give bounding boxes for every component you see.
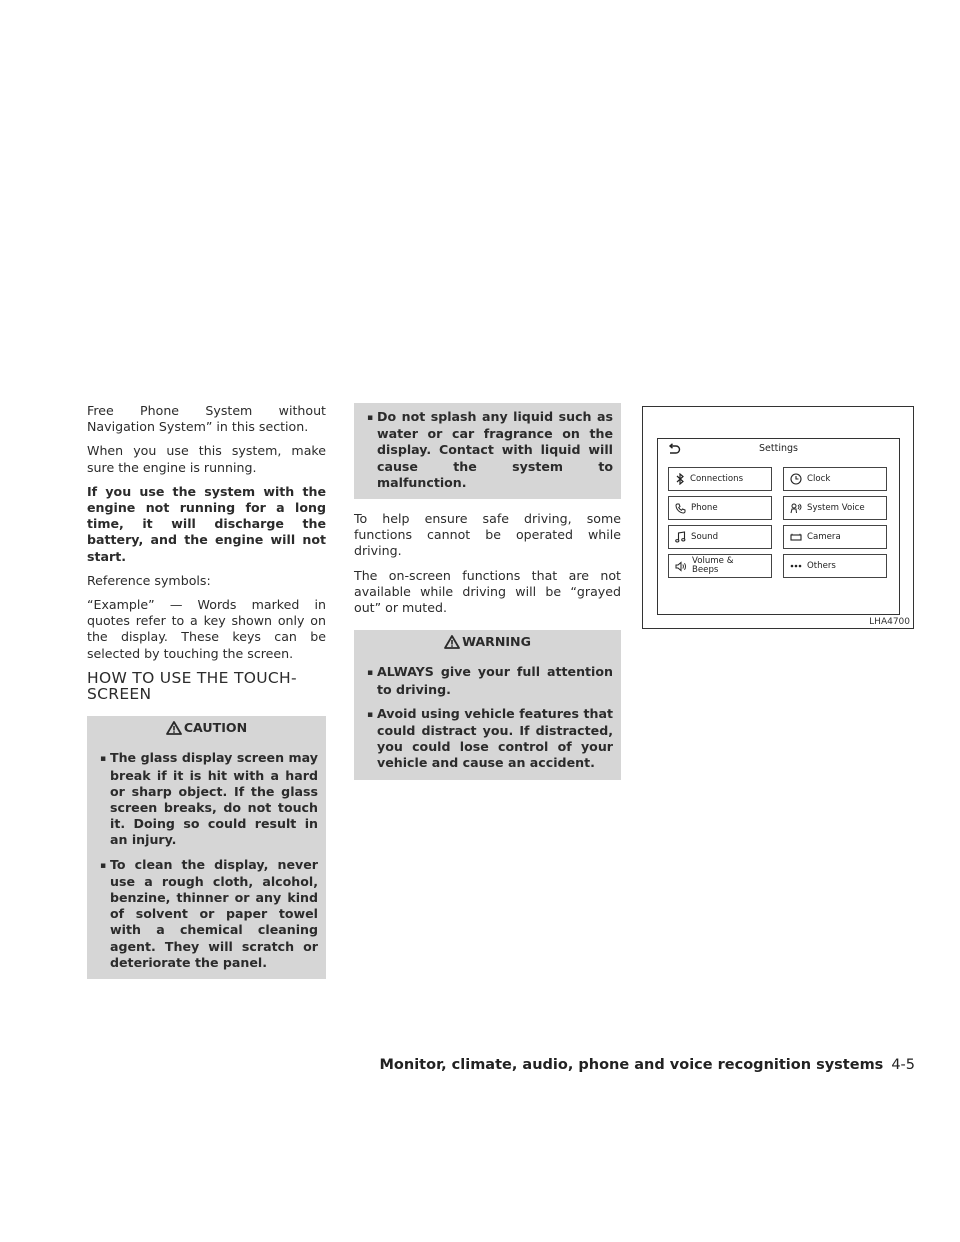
caution-list [95,750,318,971]
page-number: 4-5 [891,1057,915,1073]
sound-button[interactable] [668,525,772,549]
system-voice-button[interactable] [783,496,887,520]
screen-header [658,439,899,461]
system-voice-label: System Voice [807,502,865,513]
settings-screen [657,438,900,615]
paragraph-safe-driving: To help ensure safe driving, some functions cannot be operated while driving. [354,511,621,559]
music-note-icon [675,531,686,543]
caution-box [87,716,326,979]
volume-line2: Beeps [692,565,719,575]
clock-label: Clock [807,473,831,484]
camera-button[interactable] [783,525,887,549]
others-label: Others [807,560,836,571]
paragraph-continuation: Free Phone System without Navigation System” in this section. [87,403,326,435]
caution-item: ▪ To clean the display, never use a rough cloth, alcohol, benzine, thinner or any kind of solvent or paper towel with a chemical cleaning agent. They will scratch or deteriorate the panel. [95,857,318,971]
caution-continued-box [354,403,621,499]
caution-title [95,720,318,736]
warning-title-text: WARNING [462,634,531,650]
connections-button[interactable] [668,467,772,491]
speaker-icon [675,561,687,572]
warning-title [362,634,613,650]
warning-triangle-icon [444,635,460,649]
connections-label: Connections [690,473,744,484]
bluetooth-icon [675,473,685,485]
caution-continued-list [362,409,613,491]
clock-button[interactable] [783,467,887,491]
section-heading: HOW TO USE THE TOUCH-SCREEN [87,668,297,704]
voice-icon [790,502,802,514]
caution-item: ▪ The glass display screen may break if it is hit with a hard or sharp object. If the glass screen breaks, do not touch it. Doing so could result in an injury. [95,750,318,848]
volume-beeps-label [692,557,733,575]
sound-label: Sound [691,531,719,542]
paragraph-reference-symbols: Reference symbols: [87,572,211,588]
settings-screen-figure [642,406,914,629]
camera-icon [790,532,802,542]
warning-item: ▪ ALWAYS give your full attention to driving. [362,664,613,697]
left-column [87,403,326,991]
warning-box [354,630,621,779]
paragraph-battery-warning: If you use the system with the engine not running for a long time, it will discharge the battery, and the engine will not start. [87,483,326,564]
warning-list [362,664,613,771]
footer-section-title: Monitor, climate, audio, phone and voice recognition systems [379,1057,884,1073]
phone-icon [675,503,686,514]
caution-title-text: CAUTION [183,720,248,736]
page-footer [0,1057,915,1073]
clock-icon [790,473,802,485]
camera-label: Camera [807,531,841,542]
paragraph-grayed-out: The on-screen functions that are not available while driving will be “grayed out” or muted. [354,567,621,616]
caution-item: ▪ Do not splash any liquid such as water or car fragrance on the display. Contact with liquid will cause the system to malfunction. [362,409,613,491]
paragraph-example-keys: “Example” — Words marked in quotes refer to a key shown only on the display. These keys can be selected by touching the screen. [87,597,326,661]
right-column [354,403,621,792]
phone-button[interactable] [668,496,772,520]
warning-item: ▪ Avoid using vehicle features that could distract you. If distracted, you could lose control of your vehicle and cause an accident. [362,706,613,772]
volume-beeps-button[interactable] [668,554,772,578]
warning-triangle-icon [166,721,182,735]
more-dots-icon [790,563,802,569]
paragraph-engine-running: When you use this system, make sure the engine is running. [87,443,326,475]
volume-line1: Volume & [692,556,734,566]
others-button[interactable] [783,554,887,578]
phone-label: Phone [691,502,718,513]
screen-title: Settings [759,443,798,454]
figure-label: LHA4700 [869,617,910,627]
